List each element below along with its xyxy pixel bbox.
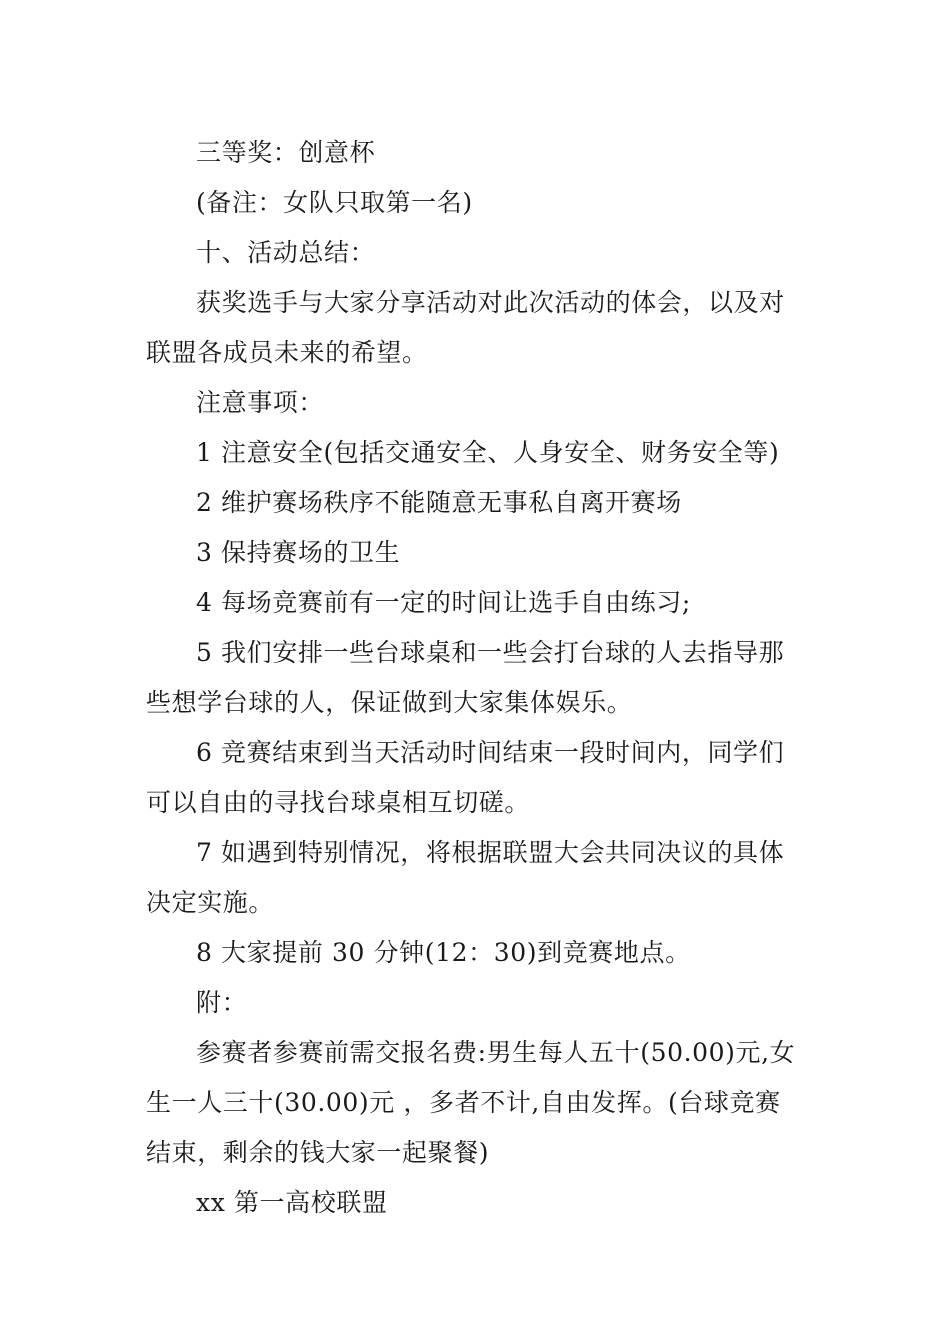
paragraph-registration-fee xyxy=(146,1028,810,1178)
text-line: 可以自由的寻找台球桌相互切磋。 xyxy=(146,788,531,817)
signature-organization xyxy=(146,1178,810,1228)
text-line: xx 第一高校联盟 xyxy=(196,1188,388,1217)
text-line: 获奖选手与大家分享活动对此次活动的体会，以及对 xyxy=(196,288,785,317)
text-line: 2 维护赛场秩序不能随意无事私自离开赛场 xyxy=(196,488,682,517)
note-item-2 xyxy=(146,478,810,528)
document-body xyxy=(146,128,810,1228)
text-line: 3 保持赛场的卫生 xyxy=(196,538,401,567)
note-item-3 xyxy=(146,528,810,578)
text-line: 注意事项： xyxy=(196,388,325,417)
text-line: 附： xyxy=(196,988,248,1017)
text-line: 4 每场竞赛前有一定的时间让选手自由练习; xyxy=(196,588,691,617)
text-line: 8 大家提前 30 分钟(12：30)到竞赛地点。 xyxy=(196,938,691,967)
text-line: 决定实施。 xyxy=(146,888,275,917)
text-line: 5 我们安排一些台球桌和一些会打台球的人去指导那 xyxy=(196,638,785,667)
note-item-4 xyxy=(146,578,810,628)
section-heading-notes xyxy=(146,378,810,428)
text-line: (备注：女队只取第一名) xyxy=(196,188,473,217)
text-line: 结束，剩余的钱大家一起聚餐) xyxy=(146,1138,490,1167)
text-line: 联盟各成员未来的希望。 xyxy=(146,338,428,367)
text-line: 7 如遇到特别情况，将根据联盟大会共同决议的具体 xyxy=(196,838,785,867)
text-line: 1 注意安全(包括交通安全、人身安全、财务安全等) xyxy=(196,438,780,467)
note-item-8 xyxy=(146,928,810,978)
text-line: 十、活动总结： xyxy=(196,238,376,267)
section-heading-summary xyxy=(146,228,810,278)
paragraph-third-prize xyxy=(146,128,810,178)
text-line: 6 竞赛结束到当天活动时间结束一段时间内，同学们 xyxy=(196,738,785,767)
note-item-6 xyxy=(146,728,810,828)
text-line: 些想学台球的人，保证做到大家集体娱乐。 xyxy=(146,688,633,717)
paragraph-note xyxy=(146,178,810,228)
text-line: 生一人三十(30.00)元 ，多者不计,自由发挥。(台球竞赛 xyxy=(146,1088,781,1117)
paragraph-summary xyxy=(146,278,810,378)
text-line: 参赛者参赛前需交报名费:男生每人五十(50.00)元,女 xyxy=(196,1038,796,1067)
section-heading-appendix xyxy=(146,978,810,1028)
note-item-1 xyxy=(146,428,810,478)
text-line: 三等奖：创意杯 xyxy=(196,138,376,167)
note-item-5 xyxy=(146,628,810,728)
note-item-7 xyxy=(146,828,810,928)
